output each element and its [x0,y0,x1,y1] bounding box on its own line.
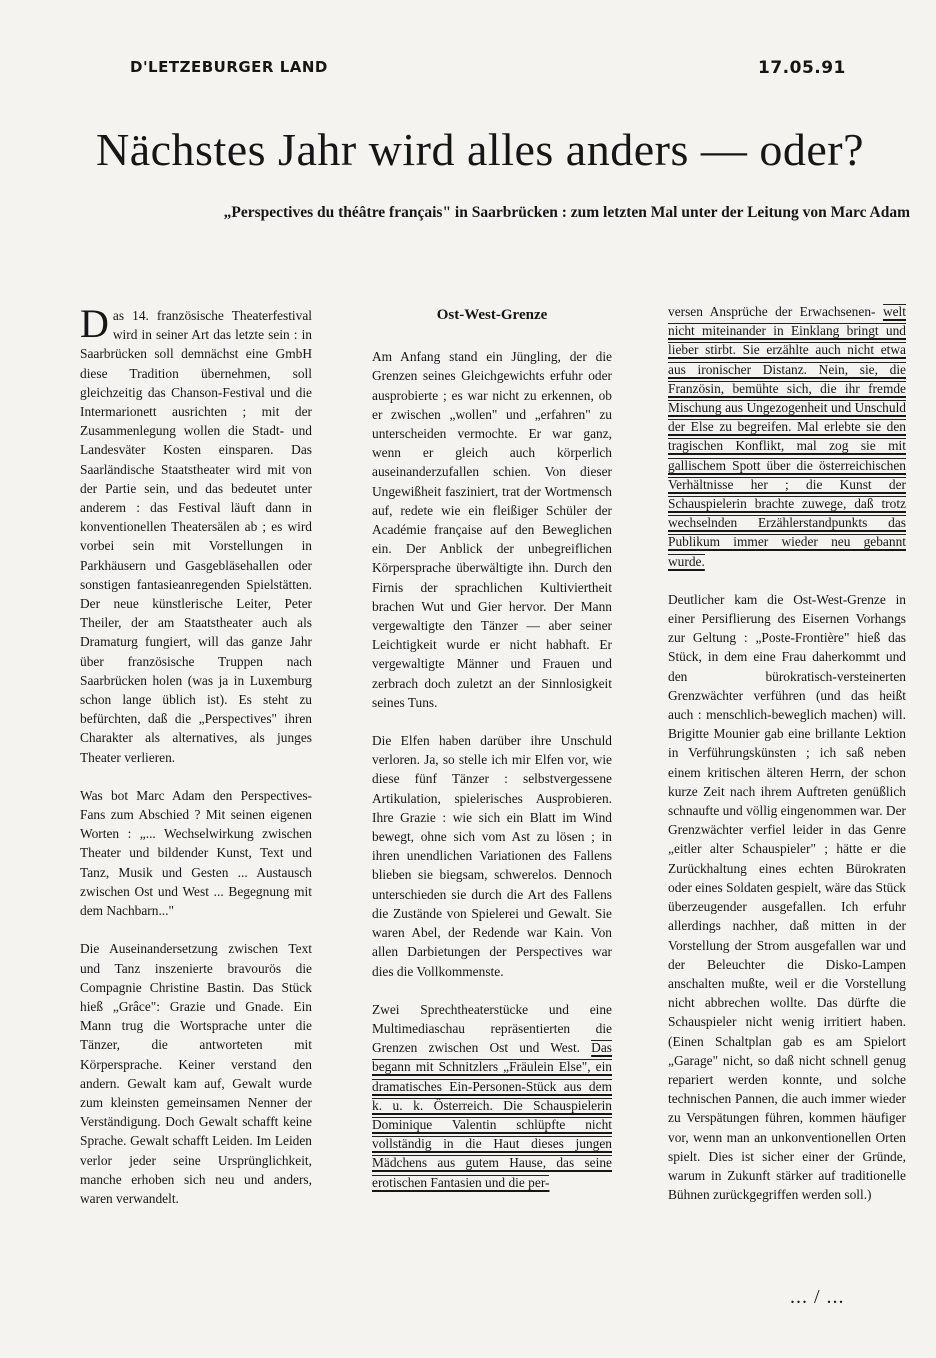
article-column-1 [80,301,312,1208]
publication-name: D'LETZEBURGER LAND [130,58,328,76]
paragraph: Die Auseinandersetzung zwischen Text und Tanz inszenierte bravourös die Compagnie Christine Bastin. Das Stück hieß „Grâce": Grazie und Gnade. Ein Mann trug die Wortsprache unter die Tänzer, die antworteten mit Körpersprache. Keiner verstand den andern. Gewalt kam auf, Gewalt wurde zum kleinsten gemeinsamen Nenner der Verständigung. Doch Gewalt schafft keine Sprache. Gewalt schafft Leiden. Im Leiden verlor jeder seine Ursprünglichkeit, manche erhoben sich neu und anders, waren verwandelt. [80,941,312,1206]
paragraph [668,302,906,571]
drop-cap: D [80,301,109,346]
continued-marker: ... / ... [790,1286,845,1308]
paragraph: Die Elfen haben darüber ihre Unschuld verloren. Ja, so stelle ich mir Elfen vor, wie diese fünf Tänzer : selbstvergessene Artikulation, spielerisches Ausprobieren. Ihre Grazie : wie sich ein Blatt im Wind bewegt, ohne sich vom Ast zu lösen ; in ihren unendlichen Variationen des Fallens blieben sie biegsam, schwerelos. Dennoch unterschieden sie durch die Art des Fallens die Zustände von Spielerei und Gewalt. Sie waren Abel, der Redende war Kain. Von allen Darbietungen der Perspectives war dies die Vollkommenste. [372,733,612,979]
publication-date: 17.05.91 [758,58,846,78]
paragraph-text: Zwei Sprechtheaterstücke und eine Multimediaschau repräsentierten die Grenzen zwischen Ost und West. [372,1001,612,1056]
article-column-3 [668,302,906,1204]
marked-passage: welt nicht miteinander in Einklang bringt und lieber stirbt. Sie erzählte auch nicht etwa aus ironischer Distanz. Nein, sie, die Französin, bemühte sich, die ihr fremde Mischung aus Ungezogenheit und Unschuld der Else zu begreifen. Mal erlebte sie den tragischen Konflikt, mal zog sie mit gallischem Spott über die österreichischen Verhältnisse her ; die Kunst der Schauspielerin brachte zuwege, daß trotz wechselnden Erzählerstandpunkts das Publikum immer wieder neu gebannt wurde. [668,304,906,569]
paragraph [80,301,312,767]
paragraph [372,1000,612,1192]
article-column-2 [372,306,612,1192]
paragraph: Deutlicher kam die Ost-West-Grenze in einer Persiflierung des Eisernen Vorhangs zur Geltung : „Poste-Frontière" hieß das Stück, in dem eine Frau daherkommt und den bürokratisch-versteinerten Grenzwächter verführen (und das heißt auch : menschlich-beweglich machen) will. Brigitte Mounier gab eine brillante Lektion in Verführungskünsten ; ich saß neben einem kritischen älteren Herrn, der schon kurze Zeit nach ihrem Auftreten genüßlich schnaufte und völlig eingenommen war. Der Grenzwächter verfiel leider in das Genre „eitler alter Schauspieler" ; hätte er die Zurückhaltung eines echten Bürokraten oder eines Soldaten gespielt, wäre das Stück überzeugender ausgefallen. Ich erfuhr allerdings nachher, daß mitten in der Vorstellung der Strom ausgefallen war und der Beleuchter die Disko-Lampen anschalten mußte, weil er die Vorstellung nicht abbrechen wollte. Das dürfte die Schauspieler nicht wenig irritiert haben. (Einen Schaltplan gab es am Spielort „Garage" nicht, so daß nicht schnell genug repariert werden konnte, und solche technischen Pannen, die auch immer wieder zu Verspätungen führen, kommen häufiger vor, wenn man an unkonventionellen Orten spielt. Dies ist sicher einer der Gründe, warum in Zukunft stärker auf traditionelle Bühnen zurückgegriffen werden soll.) [668,591,906,1203]
marked-passage: Das begann mit Schnitzlers „Fräulein Else", ein dramatisches Ein-Personen-Stück aus dem k. u. k. Österreich. Die Schauspielerin Dominique Valentin schlüpfte nicht vollständig in die Haut dieses jungen Mädchens aus gutem Hause, das seine erotischen Fantasien und die per- [372,1040,612,1190]
paragraph-text: as 14. französische Theaterfestival wird in seiner Art das letzte sein : in Saarbrücken soll demnächst eine GmbH diese Tradition übernehmen, soll gleichzeitig das Chanson-Festival und die Intermarionett ausrichten ; mit der Zusammenlegung wollen die Stadt- und Landesväter Kosten einsparen. Das Saarländische Staatstheater wird mit von der Partie sein, und das bedeutet unter anderem : das Festival läuft dann in konventionellen Theatersälen ab ; es wird vorbei sein mit Vorstellungen in Parkhäusern und Gasgebläsehallen oder sonstigen fantasieanregenden Spielstätten. Der neue künstlerische Leiter, Peter Theiler, der am Staatstheater auch als Dramaturg fungiert, will das ganze Jahr über französische Truppen nach Saarbrücken holen (was ja in Luxemburg schon lange üblich ist). Es steht zu befürchten, daß die „Perspectives" ihren Charakter als alternatives, als junges Theater verlieren. [80,308,312,765]
subtitle: „Perspectives du théâtre français" in Saarbrücken : zum letzten Mal unter der Leitung von Marc Adam [223,204,910,221]
paragraph-text: versen Ansprüche der Erwachsenen- [668,304,876,319]
headline: Nächstes Jahr wird alles anders — oder? [95,124,864,175]
section-heading: Ost-West-Grenze [436,307,548,323]
paragraph: Am Anfang stand ein Jüngling, der die Grenzen seines Gleichgewichts erfuhr oder ausprobierte ; es war nicht zu erkennen, ob er zwischen „wollen" und „erfahren" zu unterscheiden vermochte. Er war ganz, wenn er gleich auch körperlich auseinanderzufallen schien. Von dieser Ungewißheit fasziniert, trat der Wortmensch auf, redete wie ein fleißiger Schüler der Académie française auf den Beweglichen ein. Der Anblick der unbegreiflichen Körpersprache überwältigte ihn. Durch den Firnis der sprachlichen Kultiviertheit brachen Wut und Gier hervor. Der Mann vergewaltigte den Tänzer — aber seiner Leichtigkeit wurde er nicht habhaft. Er vergewaltigte Männer und Frauen und zerbrach doch zuletzt an der Sinnlosigkeit seines Tuns. [372,349,612,710]
paragraph: Was bot Marc Adam den Perspectives-Fans zum Abschied ? Mit seinen eigenen Worten : „... Wechselwirkung zwischen Theater und bildender Kunst, Text und Tanz, Musik und Gesten ... Austausch zwischen Ost und West ... Begegnung mit dem Nachbarn..." [80,787,312,919]
